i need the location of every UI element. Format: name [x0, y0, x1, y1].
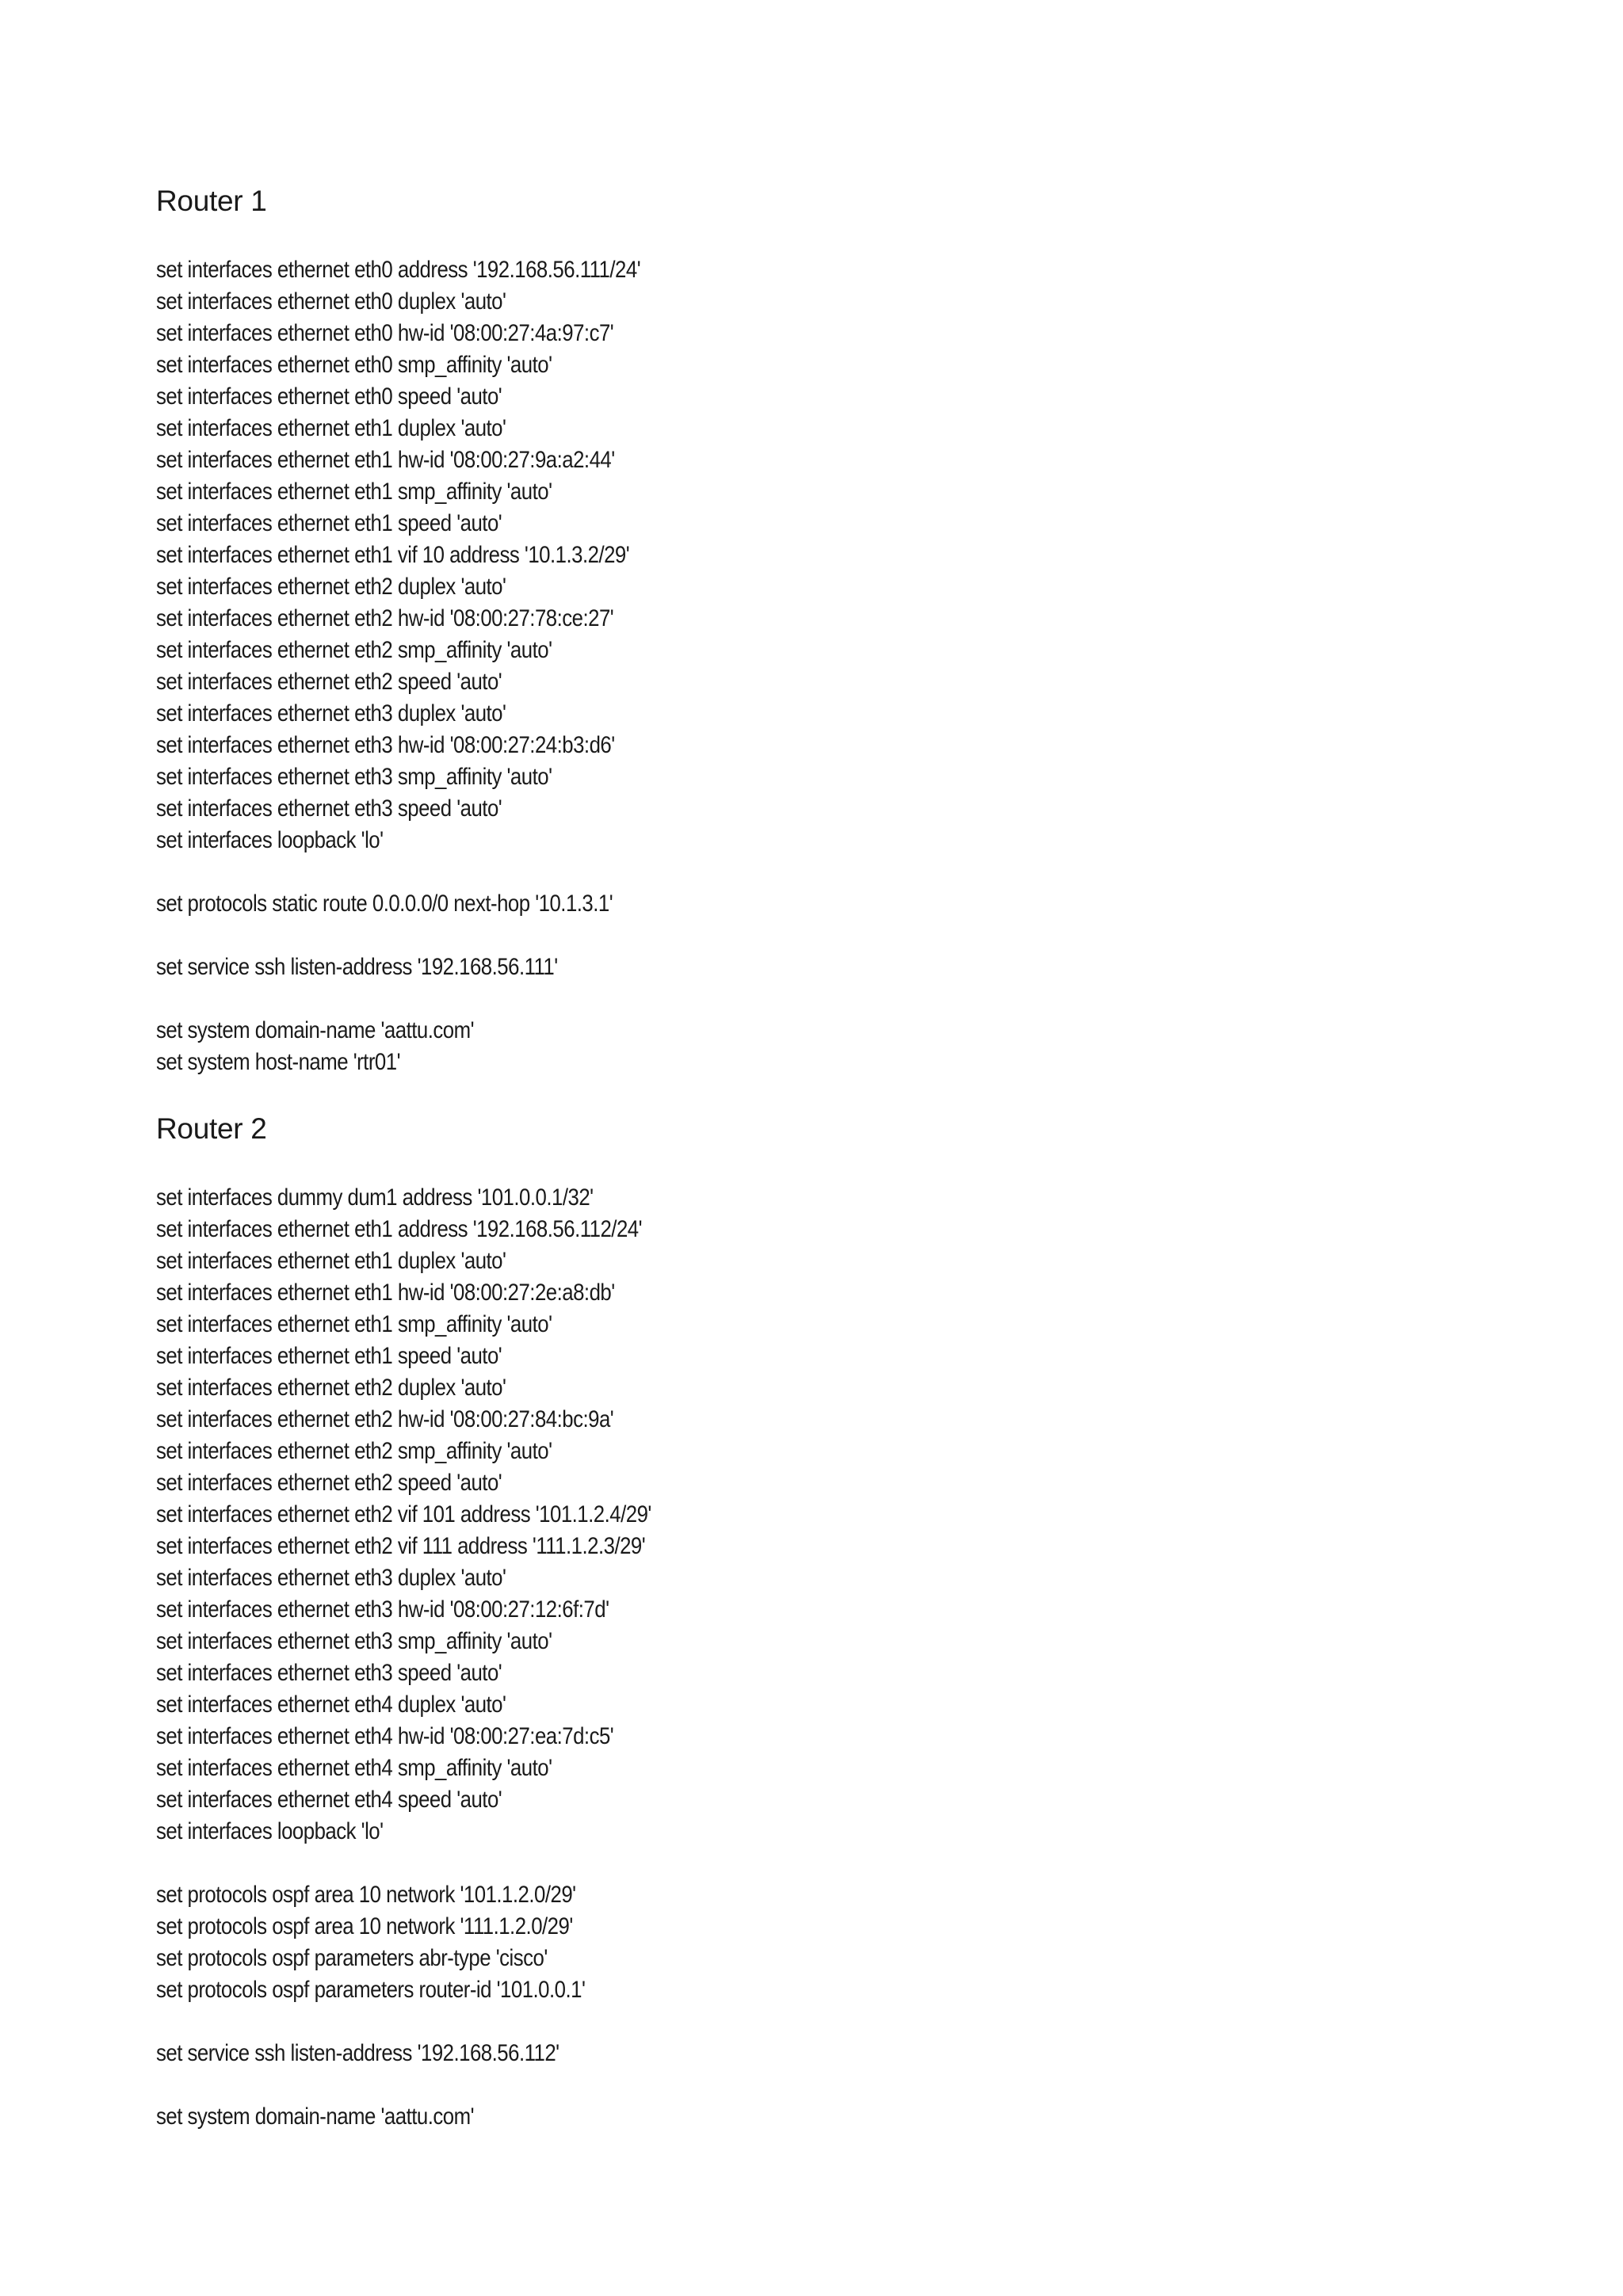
router-2-section: [156, 1110, 1503, 2133]
config-line: set interfaces ethernet eth0 address '192.168.56.111/24': [156, 257, 641, 283]
config-block: [156, 1182, 1503, 1848]
config-line: set interfaces ethernet eth0 duplex 'auto': [156, 288, 506, 315]
config-line: set interfaces ethernet eth4 smp_affinity 'auto': [156, 1755, 552, 1781]
config-line: set interfaces ethernet eth1 vif 10 address '10.1.3.2/29': [156, 542, 630, 568]
config-block: [156, 952, 1503, 983]
config-line: set interfaces ethernet eth1 smp_affinity 'auto': [156, 1311, 552, 1337]
config-block: [156, 888, 1503, 920]
config-line: set interfaces ethernet eth1 smp_affinity 'auto': [156, 479, 552, 505]
config-line: set interfaces ethernet eth0 hw-id '08:00:27:4a:97:c7': [156, 320, 614, 346]
config-line: set interfaces ethernet eth0 speed 'auto': [156, 383, 502, 410]
config-line: set interfaces ethernet eth2 speed 'auto': [156, 1470, 502, 1496]
config-line: set interfaces ethernet eth2 smp_affinity 'auto': [156, 1438, 552, 1464]
config-line: set interfaces ethernet eth3 duplex 'auto': [156, 700, 506, 727]
config-line: set interfaces ethernet eth4 hw-id '08:00:27:ea:7d:c5': [156, 1723, 614, 1749]
config-line: set interfaces ethernet eth1 hw-id '08:00:27:2e:a8:db': [156, 1280, 615, 1306]
config-line: set interfaces ethernet eth0 smp_affinity 'auto': [156, 352, 552, 378]
config-line: set protocols ospf parameters router-id '101.0.0.1': [156, 1977, 586, 2003]
router-1-section: [156, 182, 1503, 1078]
config-line: set interfaces dummy dum1 address '101.0.0.1/32': [156, 1184, 594, 1211]
config-line: set service ssh listen-address '192.168.56.112': [156, 2040, 559, 2066]
config-block: [156, 2101, 1503, 2133]
config-line: set interfaces ethernet eth1 address '192.168.56.112/24': [156, 1216, 643, 1242]
config-block: [156, 1879, 1503, 2006]
router-2-heading: Router 2: [156, 1112, 267, 1145]
config-line: set protocols ospf area 10 network '111.1.2.0/29': [156, 1913, 573, 1939]
config-line: set protocols ospf parameters abr-type 'cisco': [156, 1945, 548, 1971]
config-line: set interfaces loopback 'lo': [156, 1818, 384, 1844]
config-line: set system domain-name 'aattu.com': [156, 1017, 474, 1043]
config-line: set interfaces ethernet eth3 speed 'auto': [156, 1660, 502, 1686]
config-block: [156, 1015, 1503, 1078]
config-line: set interfaces ethernet eth1 speed 'auto': [156, 1343, 502, 1369]
config-block: [156, 254, 1503, 856]
config-line: set interfaces ethernet eth4 speed 'auto': [156, 1787, 502, 1813]
config-line: set interfaces ethernet eth3 speed 'auto': [156, 795, 502, 822]
config-line: set interfaces ethernet eth3 smp_affinity 'auto': [156, 1628, 552, 1654]
config-line: set interfaces ethernet eth1 duplex 'auto': [156, 1248, 506, 1274]
config-line: set interfaces ethernet eth2 hw-id '08:00:27:78:ce:27': [156, 605, 614, 631]
config-line: set protocols ospf area 10 network '101.1.2.0/29': [156, 1882, 576, 1908]
config-line: set service ssh listen-address '192.168.56.111': [156, 954, 558, 980]
document-content: [156, 182, 1503, 2133]
config-line: set interfaces ethernet eth2 duplex 'auto': [156, 574, 506, 600]
router-1-heading: Router 1: [156, 185, 267, 217]
config-line: set system domain-name 'aattu.com': [156, 2103, 474, 2130]
config-line: set interfaces ethernet eth3 duplex 'auto': [156, 1565, 506, 1591]
config-line: set interfaces loopback 'lo': [156, 827, 384, 853]
config-line: set interfaces ethernet eth1 hw-id '08:00:27:9a:a2:44': [156, 447, 615, 473]
config-line: set interfaces ethernet eth2 smp_affinity 'auto': [156, 637, 552, 663]
config-line: set interfaces ethernet eth4 duplex 'auto': [156, 1691, 506, 1718]
config-line: set system host-name 'rtr01': [156, 1049, 400, 1075]
config-line: set interfaces ethernet eth2 hw-id '08:00:27:84:bc:9a': [156, 1406, 614, 1432]
config-line: set interfaces ethernet eth2 speed 'auto': [156, 669, 502, 695]
config-line: set interfaces ethernet eth3 hw-id '08:00:27:24:b3:d6': [156, 732, 615, 758]
config-line: set interfaces ethernet eth2 duplex 'auto': [156, 1375, 506, 1401]
config-line: set interfaces ethernet eth3 hw-id '08:00:27:12:6f:7d': [156, 1596, 609, 1623]
config-line: set interfaces ethernet eth1 duplex 'auto': [156, 415, 506, 441]
config-line: set interfaces ethernet eth2 vif 101 address '101.1.2.4/29': [156, 1501, 651, 1527]
config-line: set interfaces ethernet eth2 vif 111 address '111.1.2.3/29': [156, 1533, 646, 1559]
router-2-config: [156, 1182, 1503, 2133]
config-line: set interfaces ethernet eth3 smp_affinity 'auto': [156, 764, 552, 790]
config-block: [156, 2038, 1503, 2069]
config-line: set interfaces ethernet eth1 speed 'auto': [156, 510, 502, 536]
router-1-config: [156, 254, 1503, 1078]
config-line: set protocols static route 0.0.0.0/0 next-hop '10.1.3.1': [156, 891, 613, 917]
